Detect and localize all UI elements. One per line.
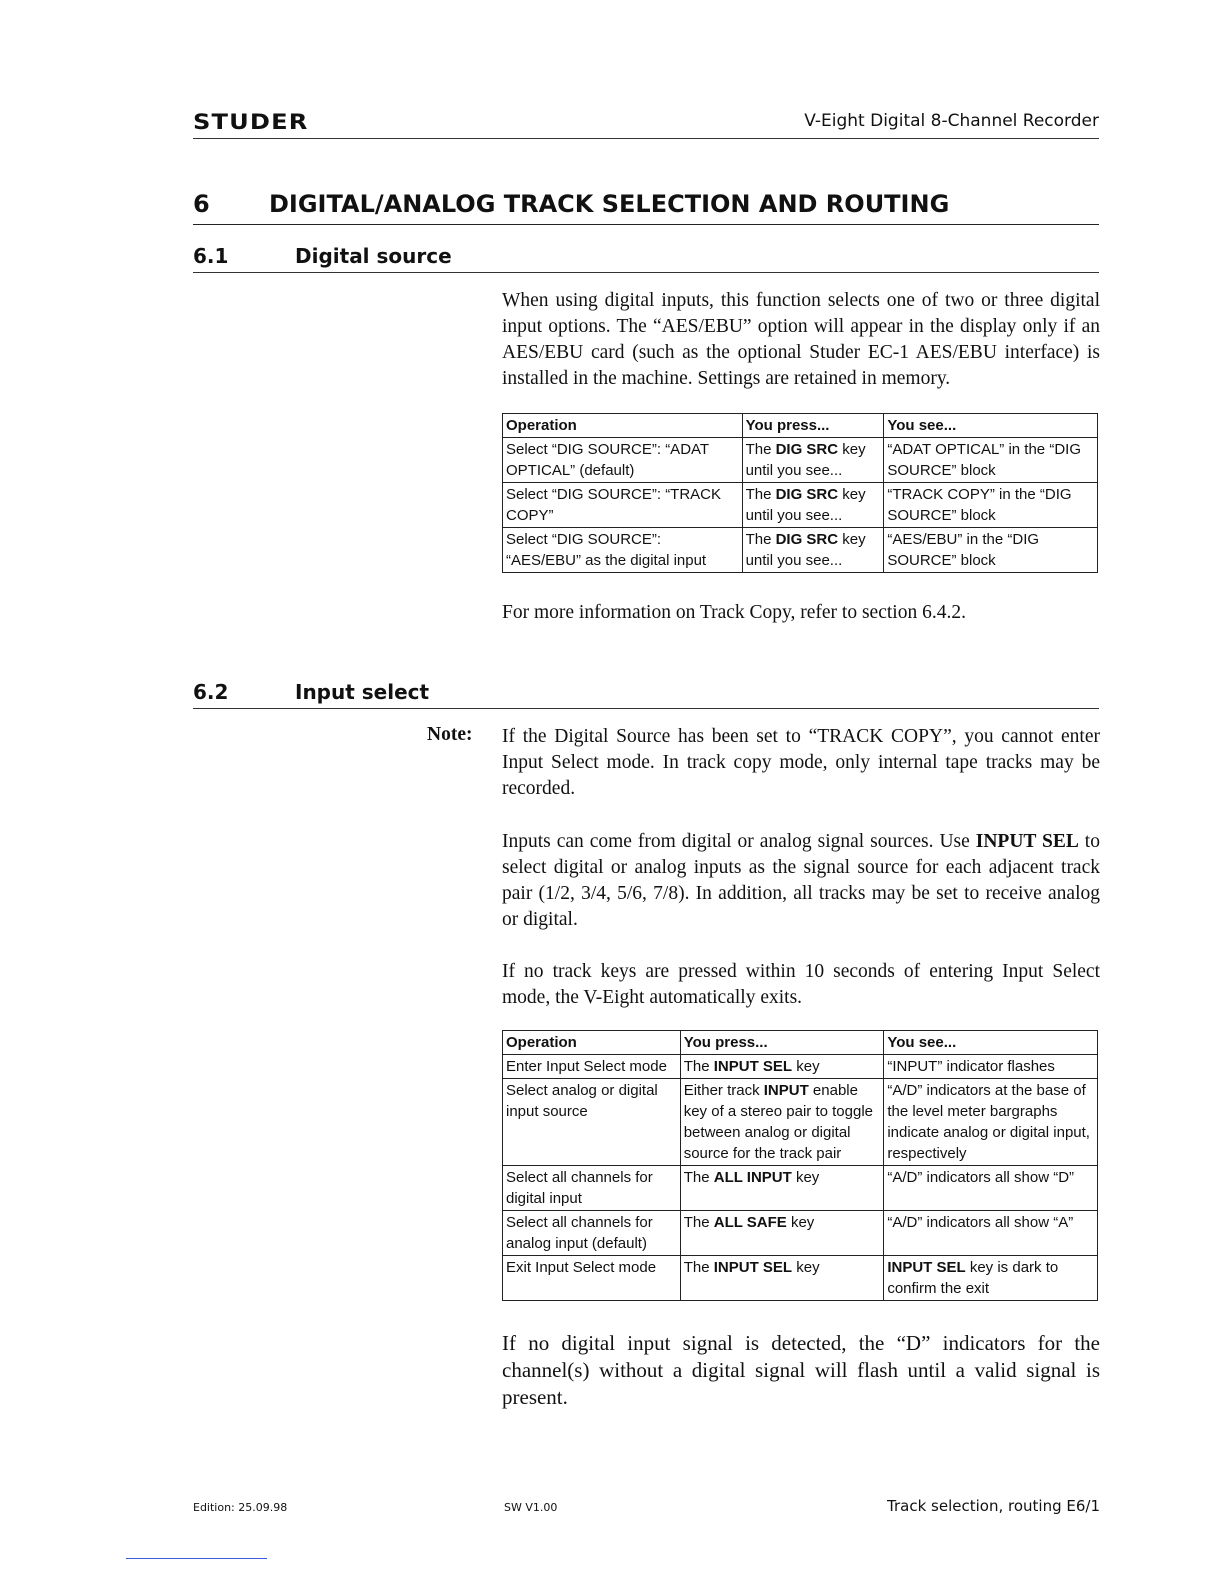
key-name: DIG SRC [775, 441, 839, 458]
page-reference: Track selection, routing E6/1 [887, 1497, 1100, 1515]
see-cell: “INPUT” indicator flashes [884, 1055, 1098, 1079]
key-name: DIG SRC [775, 486, 839, 503]
table-row [503, 1166, 1098, 1211]
operation-cell: Select “DIG SOURCE”: “TRACK COPY” [503, 483, 743, 528]
see-cell: “A/D” indicators all show “A” [884, 1211, 1098, 1256]
key-name: INPUT SEL [975, 831, 1079, 852]
table-row [503, 1055, 1098, 1079]
table-row [503, 483, 1098, 528]
see-cell: “A/D” indicators all show “D” [884, 1166, 1098, 1211]
input-select-table [502, 1030, 1098, 1301]
table-row [503, 438, 1098, 483]
column-header: Operation [503, 1031, 681, 1055]
edition-label: Edition: 25.09.98 [193, 1501, 288, 1514]
document-title: V-Eight Digital 8-Channel Recorder [804, 111, 1099, 131]
key-name: ALL INPUT [713, 1169, 792, 1186]
press-cell: The ALL SAFE key [680, 1211, 884, 1256]
brand-logo: STUDER [193, 110, 309, 134]
subsection-heading-6-2 [193, 680, 1099, 709]
key-name: INPUT [763, 1082, 809, 1099]
table-row [503, 528, 1098, 573]
bottom-rule [126, 1558, 267, 1559]
operation-cell: Select analog or digital input source [503, 1079, 681, 1166]
input-select-paragraph: Inputs can come from digital or analog signal sources. Use INPUT SEL to select digital or analog inputs as the signal source for each adjacent track pair (1/2, 3/4, 5/6, 7/8). In addition, all tracks may be set to receive analog or digital. [502, 831, 1100, 930]
press-cell: Either track INPUT enable key of a stereo pair to toggle between analog or digital source for the track pair [680, 1079, 884, 1166]
track-copy-reference: For more information on Track Copy, refer to section 6.4.2. [502, 602, 966, 623]
column-header: You see... [884, 414, 1098, 438]
software-version: SW V1.00 [504, 1501, 558, 1514]
operation-cell: Select “DIG SOURCE”: “ADAT OPTICAL” (default) [503, 438, 743, 483]
column-header: You see... [884, 1031, 1098, 1055]
press-cell: The ALL INPUT key [680, 1166, 884, 1211]
operation-cell: Enter Input Select mode [503, 1055, 681, 1079]
table-header-row [503, 1031, 1098, 1055]
subsection-number: 6.2 [193, 680, 229, 704]
operation-cell: Select all channels for analog input (default) [503, 1211, 681, 1256]
table-header-row [503, 414, 1098, 438]
subsection-title: Input select [295, 680, 430, 704]
operation-cell: Select “DIG SOURCE”: “AES/EBU” as the digital input [503, 528, 743, 573]
key-name: INPUT SEL [713, 1259, 793, 1276]
page-header [193, 108, 1099, 139]
see-cell: “AES/EBU” in the “DIG SOURCE” block [884, 528, 1098, 573]
key-name: ALL SAFE [713, 1214, 787, 1231]
press-cell: The DIG SRC key until you see... [742, 438, 884, 483]
press-cell: The INPUT SEL key [680, 1055, 884, 1079]
digital-source-table [502, 413, 1098, 573]
table-row [503, 1079, 1098, 1166]
subsection-number: 6.1 [193, 244, 229, 268]
column-header: You press... [742, 414, 884, 438]
see-cell: “TRACK COPY” in the “DIG SOURCE” block [884, 483, 1098, 528]
subsection-title: Digital source [295, 244, 452, 268]
see-cell: “ADAT OPTICAL” in the “DIG SOURCE” block [884, 438, 1098, 483]
note-text: If the Digital Source has been set to “TRACK COPY”, you cannot enter Input Select mode. In track copy mode, only internal tape tracks may be recorded. [502, 726, 1100, 799]
see-cell: “A/D” indicators at the base of the level meter bargraphs indicate analog or digital input, respectively [884, 1079, 1098, 1166]
press-cell: The DIG SRC key until you see... [742, 483, 884, 528]
digital-source-intro: When using digital inputs, this function selects one of two or three digital input options. The “AES/EBU” option will appear in the display only if an AES/EBU card (such as the optional Studer EC-1 AES/EBU interface) is installed in the machine. Settings are retained in memory. [502, 290, 1100, 389]
note-label: Note: [427, 724, 473, 745]
key-name: INPUT SEL [887, 1259, 966, 1276]
subsection-heading-6-1 [193, 244, 1099, 273]
section-title: DIGITAL/ANALOG TRACK SELECTION AND ROUTING [269, 190, 950, 218]
operation-cell: Exit Input Select mode [503, 1256, 681, 1301]
auto-exit-paragraph: If no track keys are pressed within 10 seconds of entering Input Select mode, the V-Eight automatically exits. [502, 961, 1100, 1008]
operation-cell: Select all channels for digital input [503, 1166, 681, 1211]
no-signal-paragraph: If no digital input signal is detected, the “D” indicators for the channel(s) without a digital signal will flash until a valid signal is present. [502, 1331, 1100, 1409]
table-row [503, 1256, 1098, 1301]
section-heading [193, 190, 1099, 225]
column-header: Operation [503, 414, 743, 438]
section-number: 6 [193, 190, 210, 218]
see-cell: INPUT SEL key is dark to confirm the exit [884, 1256, 1098, 1301]
table-row [503, 1211, 1098, 1256]
key-name: INPUT SEL [713, 1058, 793, 1075]
column-header: You press... [680, 1031, 884, 1055]
press-cell: The INPUT SEL key [680, 1256, 884, 1301]
key-name: DIG SRC [775, 531, 839, 548]
press-cell: The DIG SRC key until you see... [742, 528, 884, 573]
